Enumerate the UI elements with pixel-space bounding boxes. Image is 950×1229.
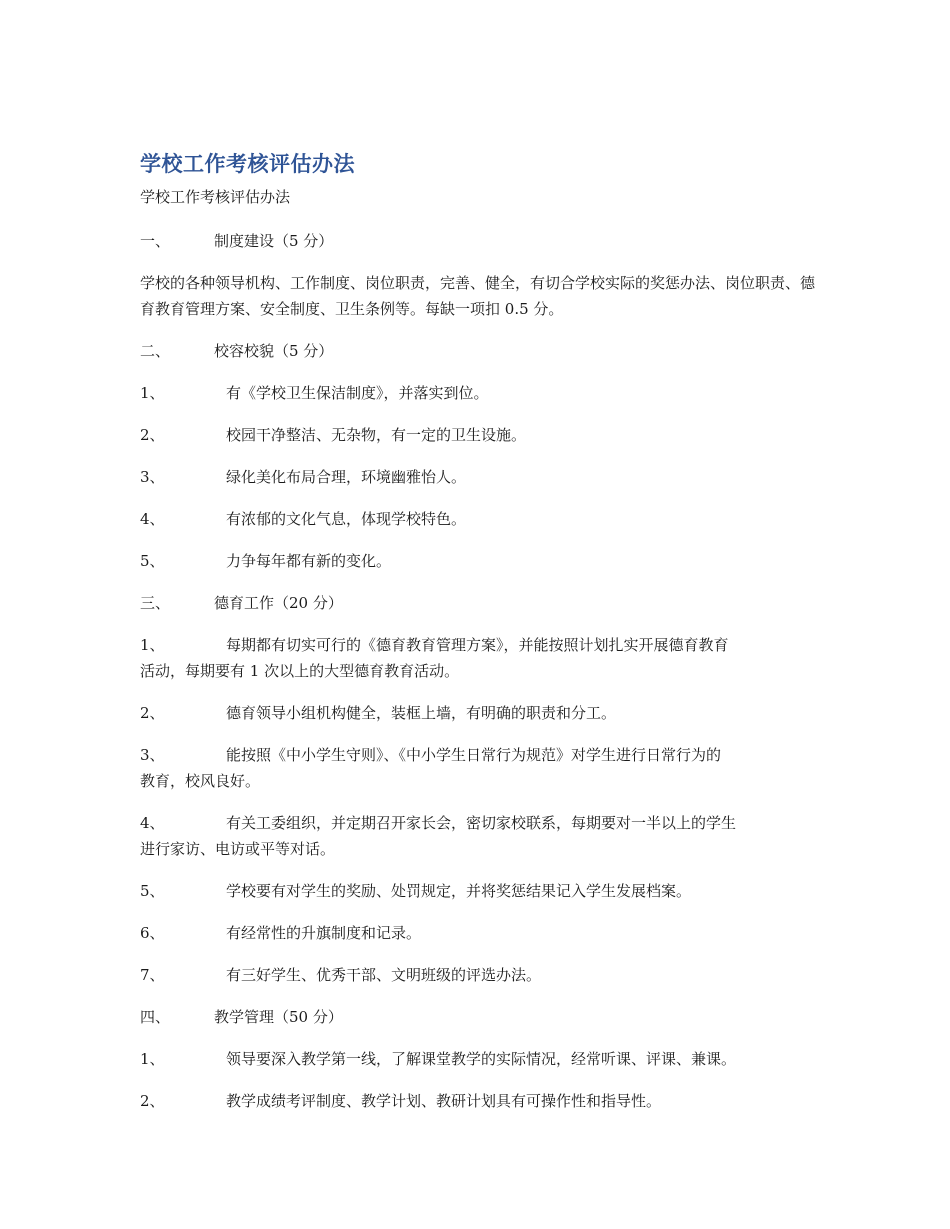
- list-item: [140, 878, 815, 904]
- list-item-number: 7、: [140, 966, 165, 984]
- section-heading: [140, 1004, 815, 1030]
- list-item-number: 2、: [140, 426, 165, 444]
- section-title: 德育工作（20 分）: [214, 594, 343, 612]
- list-item: [140, 742, 815, 794]
- list-item-text: 学校要有对学生的奖励、处罚规定，并将奖惩结果记入学生发展档案。: [226, 882, 692, 900]
- list-item-number: 1、: [140, 636, 165, 654]
- list-item-number: 4、: [140, 510, 165, 528]
- list-item-text: 每期都有切实可行的《德育教育管理方案》，并能按照计划扎实开展德育教育: [226, 636, 729, 654]
- list-item-number: 6、: [140, 924, 165, 942]
- list-item-number: 5、: [140, 882, 165, 900]
- list-item-text: 有经常性的升旗制度和记录。: [226, 924, 422, 942]
- list-item-text: 能按照《中小学生守则》、《中小学生日常行为规范》对学生进行日常行为的: [226, 746, 722, 764]
- section-body: 学校的各种领导机构、工作制度、岗位职责，完善、健全，有切合学校实际的奖惩办法、岗位职责、德育教育管理方案、安全制度、卫生条例等。每缺一项扣 0.5 分。: [140, 274, 816, 318]
- section-number: 一、: [140, 232, 171, 250]
- section-number: 二、: [140, 342, 171, 360]
- list-item-text: 力争每年都有新的变化。: [226, 552, 392, 570]
- list-item-text: 有关工委组织，并定期召开家长会，密切家校联系，每期要对一半以上的学生: [226, 814, 737, 832]
- list-item-text: 有《学校卫生保洁制度》，并落实到位。: [226, 384, 489, 402]
- section-title: 制度建设（5 分）: [214, 232, 334, 250]
- list-item-text: 有三好学生、优秀干部、文明班级的评选办法。: [226, 966, 542, 984]
- list-item: [140, 920, 815, 946]
- document-title: 学校工作考核评估办法: [140, 152, 355, 176]
- list-item-continuation: 教育，校风良好。: [140, 772, 261, 790]
- section-number: 三、: [140, 594, 171, 612]
- list-item-text: 领导要深入教学第一线，了解课堂教学的实际情况，经常听课、评课、兼课。: [226, 1050, 737, 1068]
- section-number: 四、: [140, 1008, 171, 1026]
- section-title: 校容校貌（5 分）: [214, 342, 334, 360]
- section-heading: [140, 338, 815, 364]
- list-item-continuation: 活动，每期要有 1 次以上的大型德育教育活动。: [140, 662, 460, 680]
- list-item-number: 1、: [140, 384, 165, 402]
- list-item-number: 2、: [140, 704, 165, 722]
- section-heading: [140, 590, 815, 616]
- list-item-number: 3、: [140, 468, 165, 486]
- list-item: [140, 506, 815, 532]
- list-item: [140, 700, 815, 726]
- list-item-continuation: 进行家访、电访或平等对话。: [140, 840, 336, 858]
- list-item-text: 教学成绩考评制度、教学计划、教研计划具有可操作性和指导性。: [226, 1092, 662, 1110]
- list-item: [140, 1088, 815, 1114]
- list-item-text: 有浓郁的文化气息，体现学校特色。: [226, 510, 467, 528]
- list-item-number: 1、: [140, 1050, 165, 1068]
- list-item: [140, 464, 815, 490]
- list-item: [140, 1046, 815, 1072]
- section-title: 教学管理（50 分）: [214, 1008, 343, 1026]
- list-item: [140, 810, 815, 862]
- document-page: [140, 148, 815, 1114]
- list-item: [140, 548, 815, 574]
- list-item: [140, 962, 815, 988]
- list-item-number: 3、: [140, 746, 165, 764]
- list-item: [140, 422, 815, 448]
- list-item-text: 德育领导小组机构健全，装框上墙，有明确的职责和分工。: [226, 704, 617, 722]
- document-subtitle: 学校工作考核评估办法: [140, 188, 291, 206]
- section-heading: [140, 228, 815, 254]
- list-item-number: 2、: [140, 1092, 165, 1110]
- list-item-number: 5、: [140, 552, 165, 570]
- list-item: [140, 380, 815, 406]
- list-item-text: 绿化美化布局合理，环境幽雅怡人。: [226, 468, 467, 486]
- list-item: [140, 632, 815, 684]
- list-item-number: 4、: [140, 814, 165, 832]
- list-item-text: 校园干净整洁、无杂物，有一定的卫生设施。: [226, 426, 527, 444]
